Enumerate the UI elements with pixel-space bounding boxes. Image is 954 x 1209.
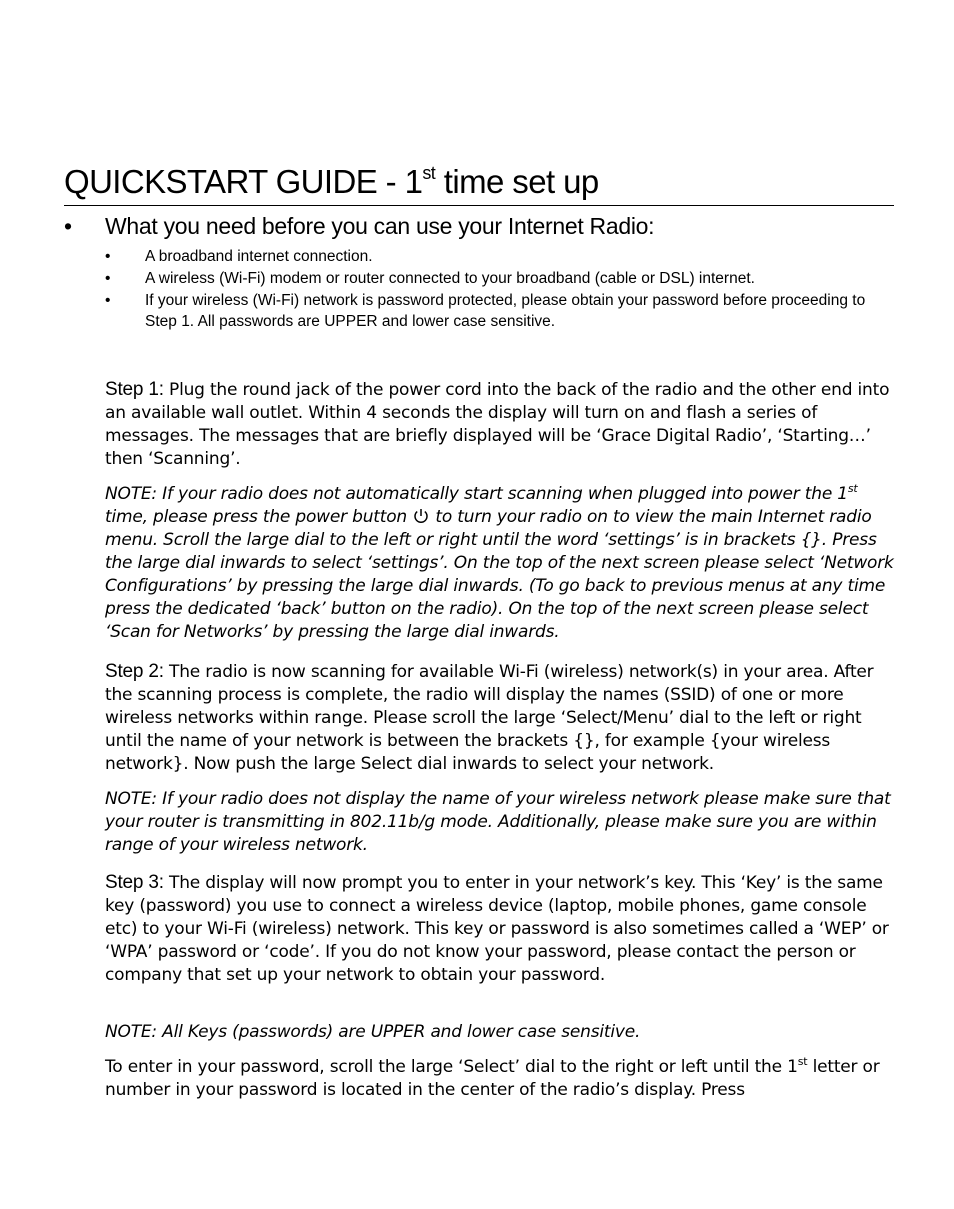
step-1-paragraph: Step 1: Plug the round jack of the power cord into the back of the radio and the other end into an available wall outlet. Within 4 seconds the display will turn on and flash a series of messages. The messages that are briefly displayed will be ‘Grace Digital Radio’, ‘Starting…’ then ‘Scanning’. bbox=[105, 379, 890, 469]
bullet-icon: • bbox=[64, 213, 72, 239]
step-1-label: Step 1: bbox=[105, 379, 164, 400]
list-item: • A wireless (Wi-Fi) modem or router connected to your broadband (cable or DSL) internet. bbox=[105, 270, 755, 287]
title-main: QUICKSTART GUIDE - 1 bbox=[64, 163, 423, 200]
title-underline bbox=[64, 205, 894, 206]
requirements-list bbox=[105, 246, 885, 333]
note-1-paragraph: NOTE: If your radio does not automatically start scanning when plugged into power the 1st time, please press the power button to turn your radio on to view the main Internet radio menu. Scroll the large dial to the left or right until the word ‘settings’ is in brackets {}. Press the large dial inwards to select ‘settings’. On the top of the next screen please select ‘Network Configurations’ by pressing the large dial inwards. (To go back to previous menus at any time press the dedicated ‘back’ button on the radio). On the top of the next screen please select ‘Scan for Networks’ by pressing the large dial inwards. bbox=[105, 482, 894, 642]
step-3-paragraph: Step 3: The display will now prompt you to enter in your network’s key. This ‘Key’ is the same key (password) you use to connect a wireless device (laptop, mobile phones, game console etc) to your Wi-Fi (wireless) network. This key or password is also sometimes called a ‘WEP’ or ‘WPA’ password or ‘code’. If you do not know your password, please contact the person or company that set up your network to obtain your password. bbox=[105, 872, 889, 985]
title-superscript: st bbox=[422, 163, 436, 183]
password-instructions-paragraph: To enter in your password, scroll the large ‘Select’ dial to the right or left until the 1st letter or number in your password is located in the center of the radio’s display. Press bbox=[105, 1055, 880, 1100]
step-3-label: Step 3: bbox=[105, 872, 164, 893]
list-item: • A broadband internet connection. bbox=[105, 248, 373, 265]
list-item: • If your wireless (Wi-Fi) network is password protected, please obtain your password before proceeding to Step 1. All passwords are UPPER and lower case sensitive. bbox=[105, 292, 866, 330]
step-2-paragraph: Step 2: The radio is now scanning for available Wi-Fi (wireless) network(s) in your area. After the scanning process is complete, the radio will display the names (SSID) of one or more wireless networks within range. Please scroll the large ‘Select/Menu’ dial to the left or right until the name of your network is between the brackets {}, for example {your wireless network}. Now push the large Select dial inwards to select your network. bbox=[105, 661, 874, 774]
section-heading-text: What you need before you can use your Internet Radio: bbox=[105, 213, 655, 239]
bullet-icon: • bbox=[105, 270, 111, 287]
note-2-paragraph: NOTE: If your radio does not display the name of your wireless network please make sure that your router is transmitting in 802.11b/g mode. Additionally, please make sure you are within range of your wireless network. bbox=[105, 789, 891, 855]
title-rest: time set up bbox=[435, 163, 599, 200]
power-icon bbox=[412, 508, 430, 524]
bullet-icon: • bbox=[105, 248, 111, 265]
bullet-icon: • bbox=[105, 292, 111, 309]
page-title bbox=[64, 160, 893, 204]
note-3-paragraph: NOTE: All Keys (passwords) are UPPER and lower case sensitive. bbox=[105, 1022, 641, 1042]
step-2-label: Step 2: bbox=[105, 661, 164, 682]
